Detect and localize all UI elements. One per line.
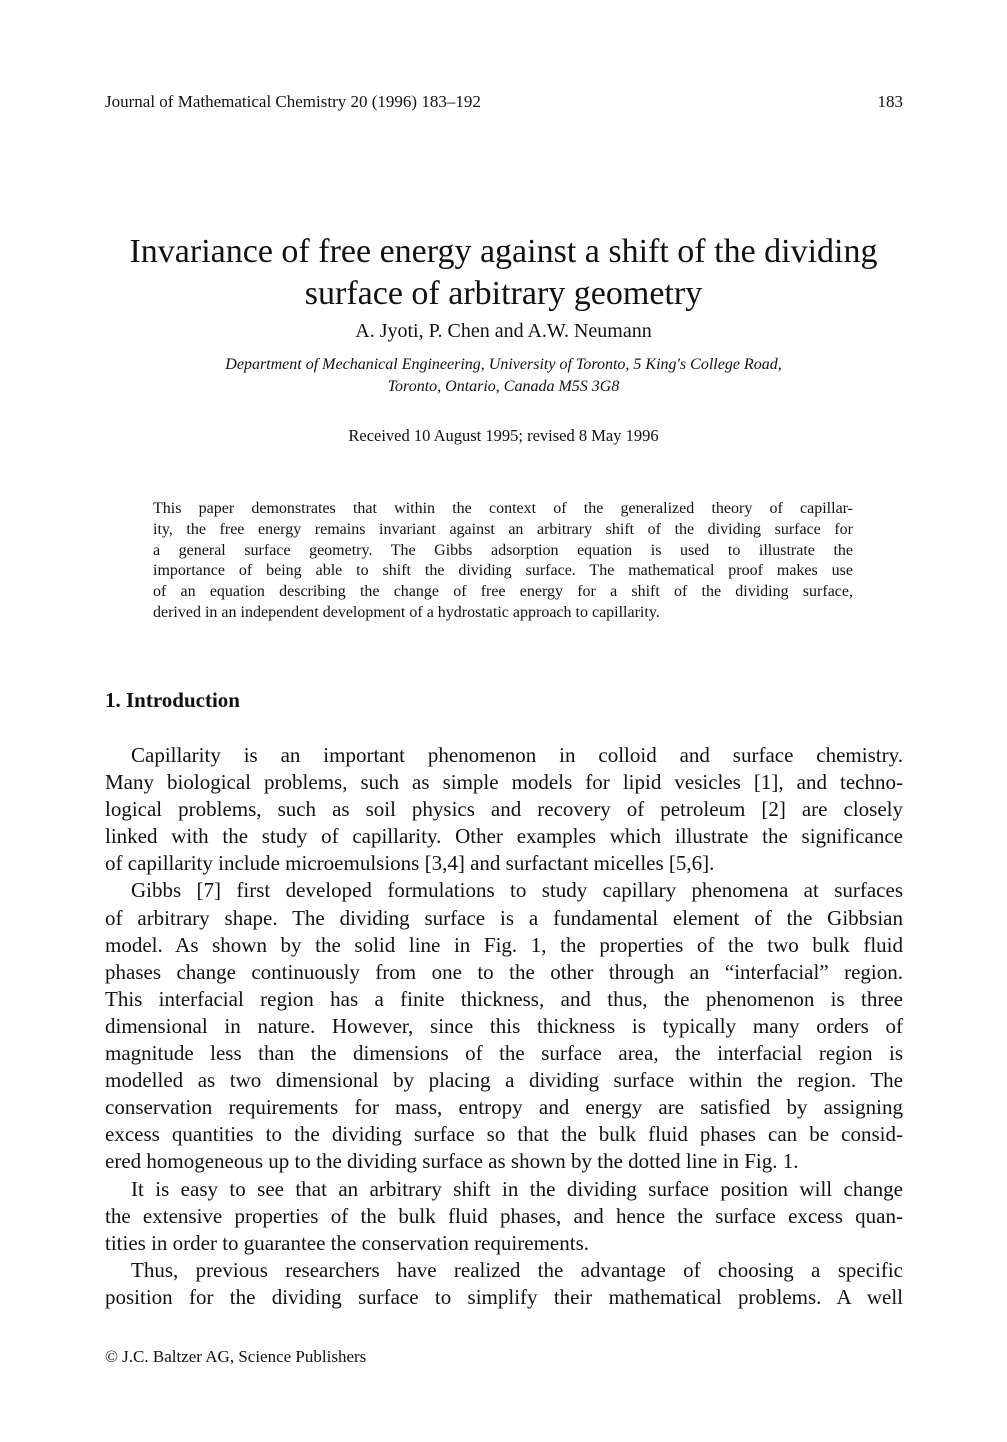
body-line: linked with the study of capillarity. Other examples which illustrate the significance — [105, 824, 903, 849]
body-text — [105, 742, 903, 1311]
body-line: It is easy to see that an arbitrary shift in the dividing surface position will change — [131, 1176, 903, 1201]
journal-citation: Journal of Mathematical Chemistry 20 (1996) 183–192 — [105, 92, 481, 111]
section-heading: 1. Introduction — [105, 688, 240, 712]
abstract-line: a general surface geometry. The Gibbs adsorption equation is used to illustrate the — [153, 541, 853, 559]
abstract-line: This paper demonstrates that within the context of the generalized theory of capillar- — [153, 500, 853, 517]
abstract — [153, 499, 853, 624]
received-date: Received 10 August 1995; revised 8 May 1996 — [348, 426, 659, 445]
body-line: Many biological problems, such as simple models for lipid vesicles [1], and techno- — [105, 770, 903, 795]
abstract-line: derived in an independent development of a hydrostatic approach to capillarity. — [153, 603, 660, 621]
affiliation-line: Department of Mechanical Engineering, University of Toronto, 5 King's College Road, — [225, 356, 782, 373]
body-line: model. As shown by the solid line in Fig. 1, the properties of the two bulk fluid — [105, 932, 903, 957]
title-line: Invariance of free energy against a shift of the dividing — [129, 232, 878, 270]
body-line: Capillarity is an important phenomenon in colloid and surface chemistry. — [131, 743, 903, 767]
body-line: Thus, previous researchers have realized the advantage of choosing a specific — [131, 1257, 903, 1282]
title-line: surface of arbitrary geometry — [304, 274, 703, 312]
affiliation — [80, 354, 927, 398]
body-line: the extensive properties of the bulk fluid phases, and hence the surface excess quan- — [105, 1203, 903, 1228]
body-line: This interfacial region has a finite thickness, and thus, the phenomenon is three — [105, 986, 903, 1011]
body-line: conservation requirements for mass, entropy and energy are satisfied by assigning — [105, 1095, 903, 1120]
body-line: tities in order to guarantee the conservation requirements. — [105, 1230, 589, 1255]
body-line: of arbitrary shape. The dividing surface is a fundamental element of the Gibbsian — [105, 905, 903, 930]
body-line: phases change continuously from one to the other through an “interfacial” region. — [105, 959, 903, 984]
body-line: of capillarity include microemulsions [3,4] and surfactant micelles [5,6]. — [105, 851, 715, 876]
body-line: logical problems, such as soil physics and recovery of petroleum [2] are closely — [105, 797, 903, 822]
body-line: Gibbs [7] first developed formulations to study capillary phenomena at surfaces — [131, 878, 903, 903]
body-line: ered homogeneous up to the dividing surface as shown by the dotted line in Fig. 1. — [105, 1149, 799, 1174]
abstract-line: of an equation describing the change of free energy for a shift of the dividing surface, — [153, 583, 853, 601]
running-head — [105, 92, 903, 112]
affiliation-line: Toronto, Ontario, Canada M5S 3G8 — [387, 378, 620, 395]
body-line: position for the dividing surface to simplify their mathematical problems. A well — [105, 1284, 903, 1309]
body-line: modelled as two dimensional by placing a dividing surface within the region. The — [105, 1068, 903, 1093]
body-line: excess quantities to the dividing surface so that the bulk fluid phases can be consid- — [105, 1122, 903, 1147]
page-number: 183 — [877, 92, 903, 111]
paper-title — [80, 231, 927, 315]
body-line: dimensional in nature. However, since this thickness is typically many orders of — [105, 1013, 903, 1038]
abstract-line: ity, the free energy remains invariant against an arbitrary shift of the dividing surface for — [153, 520, 853, 538]
authors: A. Jyoti, P. Chen and A.W. Neumann — [355, 320, 652, 342]
copyright-footer: © J.C. Baltzer AG, Science Publishers — [105, 1347, 367, 1366]
body-line: magnitude less than the dimensions of the surface area, the interfacial region is — [105, 1041, 903, 1066]
abstract-line: importance of being able to shift the dividing surface. The mathematical proof makes use — [153, 562, 853, 580]
